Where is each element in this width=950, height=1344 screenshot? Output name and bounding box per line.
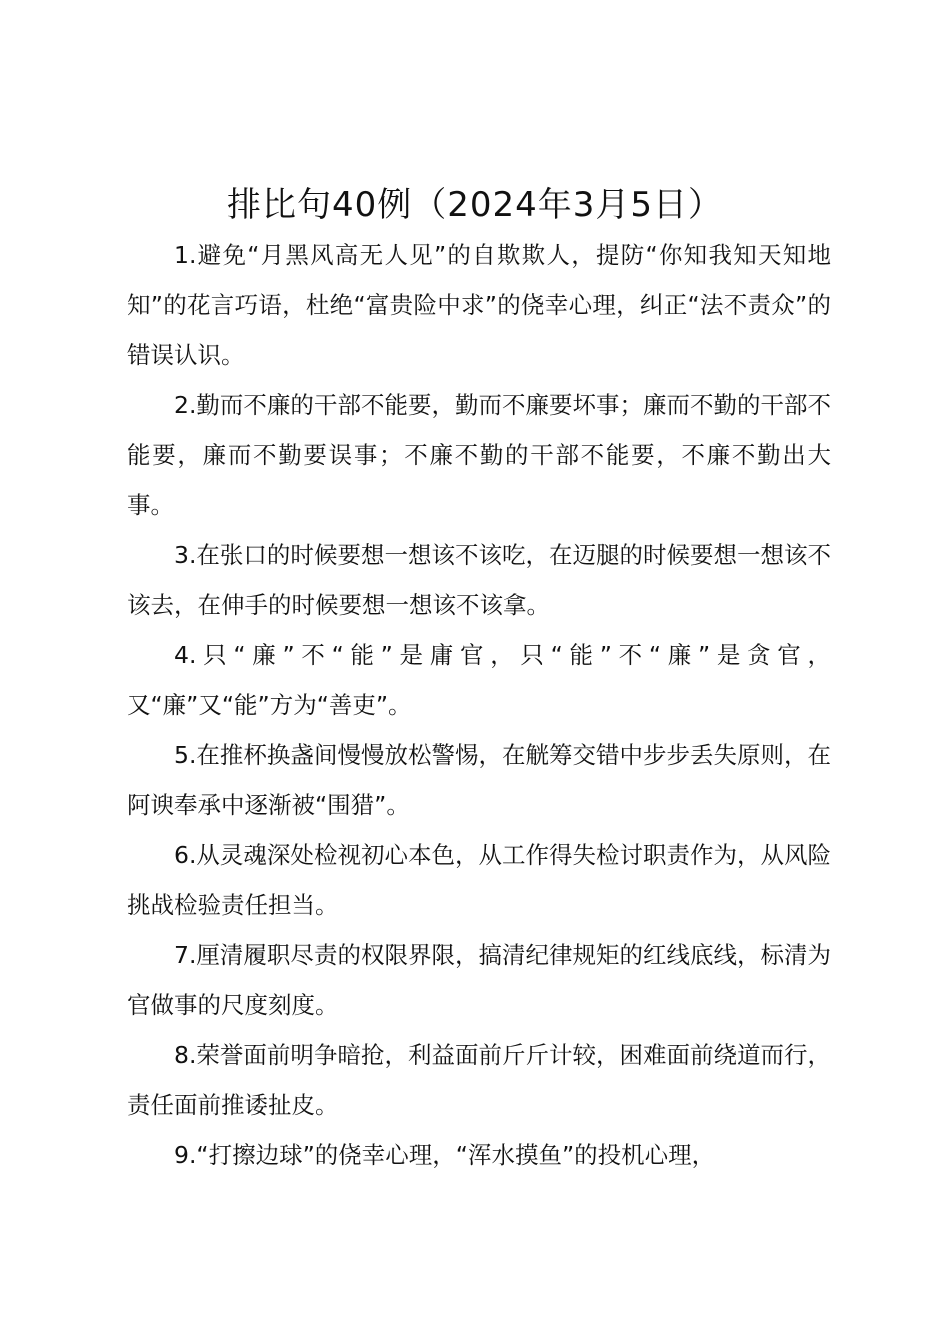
paragraph-3: 3.在张口的时候要想一想该不该吃，在迈腿的时候要想一想该不该去，在伸手的时候要想一想该不该拿。 xyxy=(127,541,831,619)
paragraph-7: 7.厘清履职尽责的权限界限，搞清纪律规矩的红线底线，标清为官做事的尺度刻度。 xyxy=(127,941,831,1019)
document-body xyxy=(127,230,831,1180)
document-title: 排比句40例（2024年3月5日） xyxy=(226,185,724,225)
paragraph-1: 1.避免“月黑风高无人见”的自欺欺人，提防“你知我知天知地知”的花言巧语，杜绝“富贵险中求”的侥幸心理，纠正“法不责众”的错误认识。 xyxy=(127,241,831,369)
paragraph-8: 8.荣誉面前明争暗抢，利益面前斤斤计较，困难面前绕道而行，责任面前推诿扯皮。 xyxy=(127,1041,831,1119)
paragraph-4: 4.只“廉”不“能”是庸官，只“能”不“廉”是贪官，又“廉”又“能”方为“善吏”。 xyxy=(127,641,831,719)
paragraph-5: 5.在推杯换盏间慢慢放松警惕，在觥筹交错中步步丢失原则，在阿谀奉承中逐渐被“围猎”。 xyxy=(127,741,831,819)
paragraph-9: 9.“打擦边球”的侥幸心理，“浑水摸鱼”的投机心理， xyxy=(174,1141,716,1169)
paragraph-2: 2.勤而不廉的干部不能要，勤而不廉要坏事；廉而不勤的干部不能要，廉而不勤要误事；不廉不勤的干部不能要，不廉不勤出大事。 xyxy=(127,391,831,519)
paragraph-6: 6.从灵魂深处检视初心本色，从工作得失检讨职责作为，从风险挑战检验责任担当。 xyxy=(127,841,831,919)
